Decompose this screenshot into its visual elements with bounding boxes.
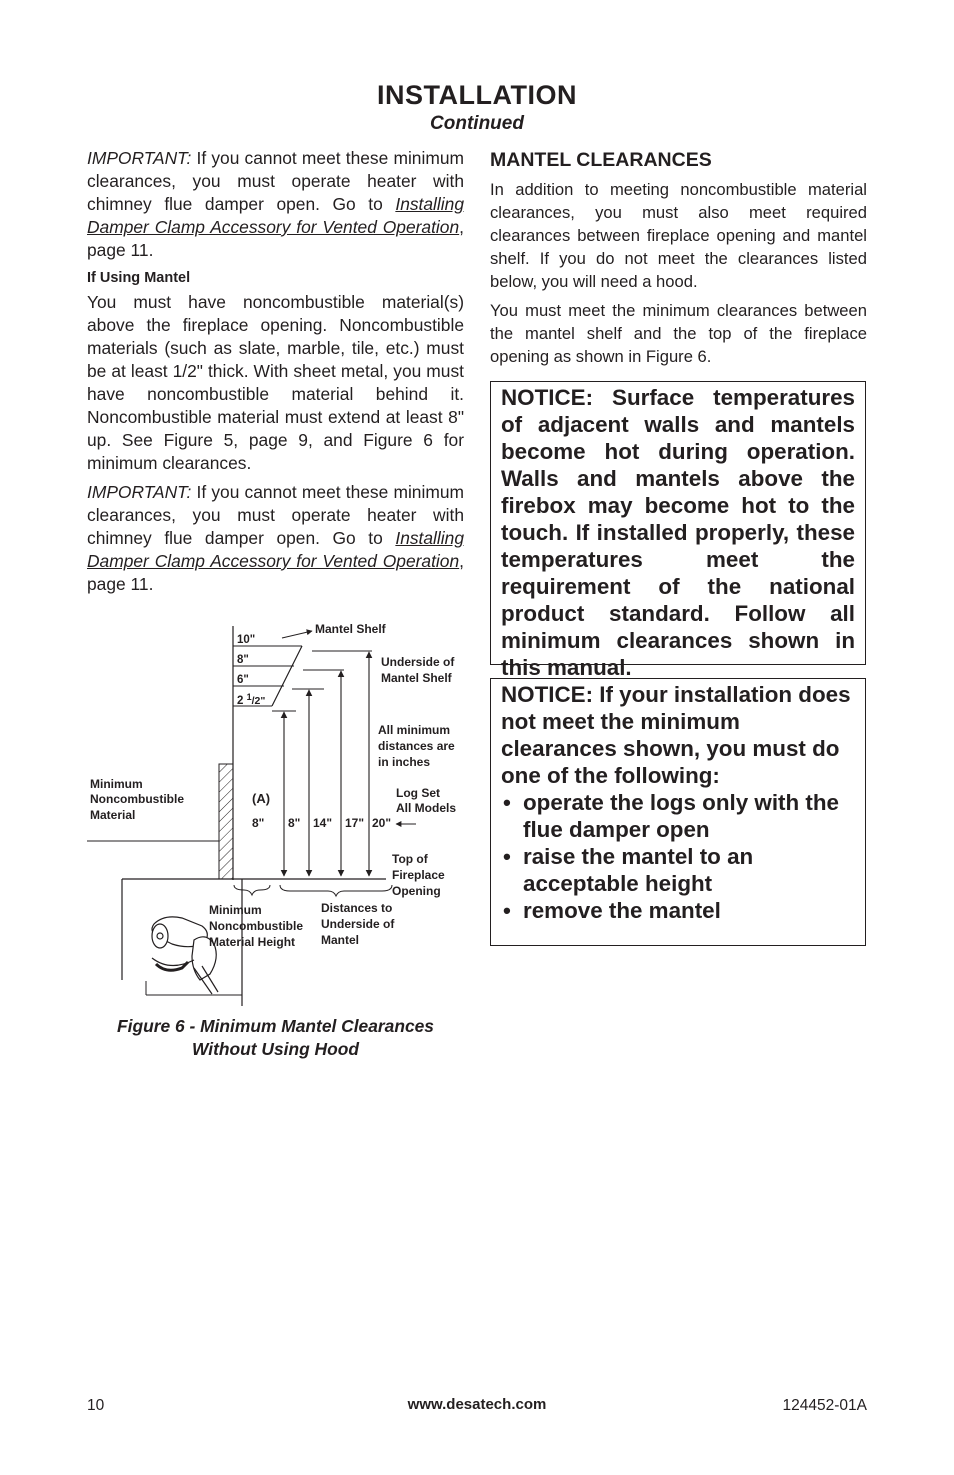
depth-half-num: 1 <box>246 692 252 702</box>
mantel-clearances-paragraph-2: You must meet the minimum clearances between the mantel shelf and the top of the fireplace opening as shown in Figure 6. <box>490 301 867 366</box>
min-height-label-2: Noncombustible <box>209 919 304 933</box>
mantel-slope-line <box>272 646 302 706</box>
all-min-label-3: in inches <box>378 755 431 769</box>
mantel-clearance-diagram <box>86 618 476 1008</box>
depth-two: 2 <box>237 695 247 707</box>
distances-label-2: Underside of <box>321 917 395 931</box>
depth-half-den: /2" <box>251 695 266 707</box>
document-code: 124452-01A <box>782 1397 867 1414</box>
notice-list-item: • remove the mantel <box>501 897 855 924</box>
notice-box-surface-temperatures <box>490 381 866 680</box>
depth-label: 6" <box>237 674 249 686</box>
page-title: INSTALLATION <box>377 80 577 110</box>
important-paragraph-1 <box>87 147 464 262</box>
min-height-label-3: Material Height <box>209 935 296 949</box>
noncombustible-paragraph: You must have noncombustible material(s) above the fireplace opening. Noncombustible materials (such as slate, marble, tile, etc.) must be at least 1/2" thick. With sheet metal, you must have noncombustible material behind it. Noncombustible material must extend at least 8" up. See Figure 5, page 9, and Figure 6 for minimum clearances. <box>87 292 464 473</box>
caption-line-1: Figure 6 - Minimum Mantel Clearances <box>117 1016 434 1036</box>
notice-box-installation <box>490 678 866 946</box>
height-label: 8" <box>288 816 301 830</box>
min-height-label-1: Minimum <box>209 903 262 917</box>
damper-clamp-link[interactable]: Installing Damper Clamp Accessory for Vented Operation <box>87 194 464 237</box>
all-min-label-1: All minimum <box>378 723 451 737</box>
important-paragraph-2 <box>87 481 464 596</box>
noncombustible-material-hatch <box>219 764 233 879</box>
notice-list-item: • raise the mantel to an acceptable height <box>501 843 855 897</box>
notice-list <box>501 789 855 924</box>
mantel-clearances-heading: MANTEL CLEARANCES <box>490 149 712 171</box>
all-min-label-2: distances are <box>378 739 455 753</box>
caption-line-2: Without Using Hood <box>192 1039 359 1059</box>
important-tail: , page 11. <box>87 217 464 260</box>
mantel-clearances-paragraph-1: In addition to meeting noncombustible material clearances, you must also meet required clearances between fireplace opening and mantel shelf. If you do not meet the clearances listed below, you will need a hood. <box>490 180 867 291</box>
depth-label: 8" <box>237 654 249 666</box>
left-column <box>87 147 464 602</box>
page-subtitle: Continued <box>430 113 524 134</box>
top-fp-label-1: Top of <box>392 852 428 866</box>
log-set-label-2: All Models <box>396 801 457 815</box>
height-label: 17" <box>345 816 365 830</box>
page-number: 10 <box>87 1397 105 1414</box>
figure-caption <box>87 1015 464 1061</box>
min-nonc-label-3: Material <box>90 808 136 822</box>
underside-label-2: Mantel Shelf <box>381 671 452 685</box>
a-label: (A) <box>252 791 271 806</box>
underside-label-1: Underside of <box>381 655 455 669</box>
notice-text: NOTICE: Surface temperatures of adjacent walls and mantels become hot during operation. Walls and mantels above the firebox may become hot to the touch. If installed properly, these temperatures meet the requirement of the national product standard. Follow all minimum clearances shown in this manual. <box>501 385 855 680</box>
depth-label-two-half <box>237 692 265 707</box>
important-text: If you cannot meet these minimum clearances, you must operate heater with chimney flue damper open. Go to <box>87 148 464 214</box>
right-column <box>490 147 867 374</box>
mantel-shelf-label: Mantel Shelf <box>315 622 386 636</box>
distances-label-1: Distances to <box>321 901 393 915</box>
important-text: If you cannot meet these minimum clearances, you must operate heater with chimney flue damper open. Go to <box>87 482 464 548</box>
important-tail: , page 11. <box>87 551 464 594</box>
important-label: IMPORTANT: <box>87 148 192 168</box>
log-set-label-1: Log Set <box>396 786 440 800</box>
notice-intro: NOTICE: If your installation does not meet the minimum clearances shown, you must do one of the following: <box>501 682 851 788</box>
height-label: 20" <box>372 816 392 830</box>
if-using-mantel-heading: If Using Mantel <box>87 270 191 286</box>
notice-list-item: • operate the logs only with the flue damper open <box>501 789 855 843</box>
min-nonc-label-2: Noncombustible <box>90 792 185 806</box>
damper-clamp-link[interactable]: Installing Damper Clamp Accessory for Vented Operation <box>87 528 464 571</box>
distances-label-3: Mantel <box>321 933 360 947</box>
top-fp-label-3: Opening <box>392 884 441 898</box>
mantel-shelf-leader <box>282 631 312 638</box>
depth-label: 10" <box>237 634 256 646</box>
min-nonc-label-1: Minimum <box>90 777 143 791</box>
figure-6-diagram <box>86 618 476 1008</box>
height-label: 14" <box>313 816 333 830</box>
footer-url[interactable]: www.desatech.com <box>407 1396 547 1413</box>
important-label: IMPORTANT: <box>87 482 192 502</box>
height-label: 8" <box>252 816 265 830</box>
top-fp-label-2: Fireplace <box>392 868 445 882</box>
